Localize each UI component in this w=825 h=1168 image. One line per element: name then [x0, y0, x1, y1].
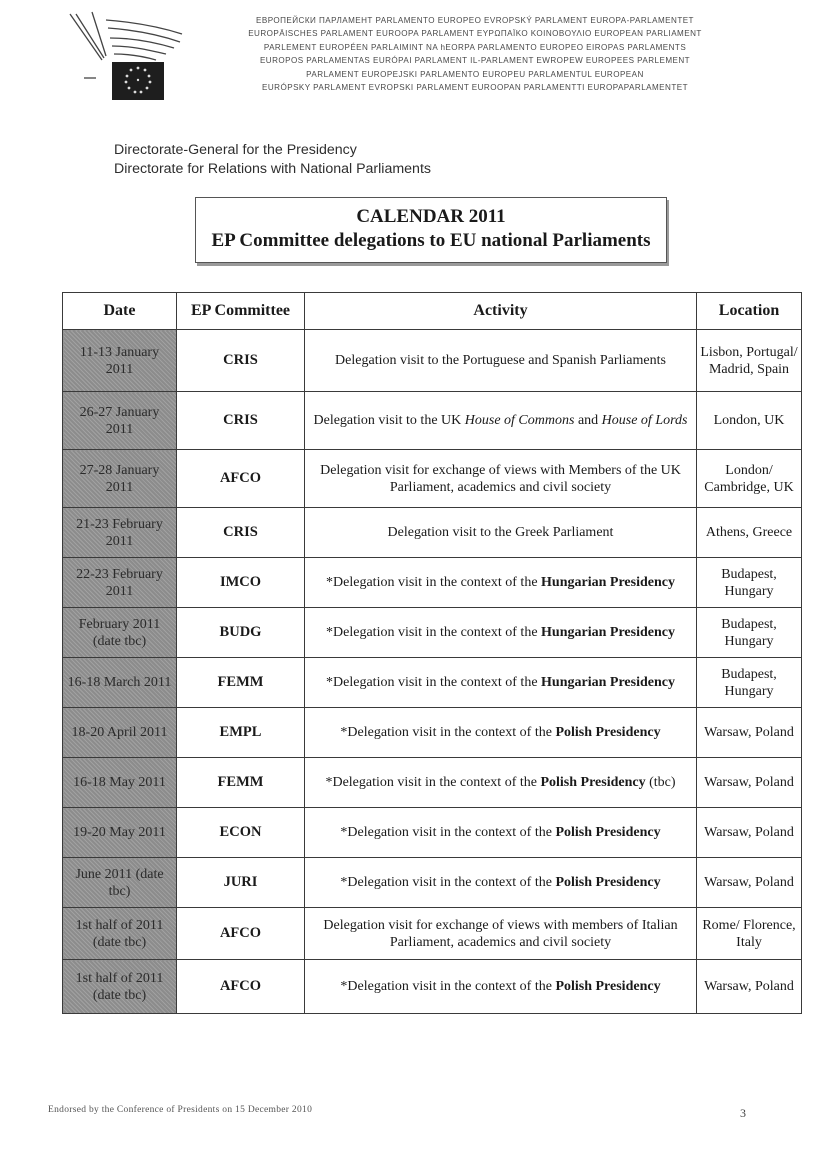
activity-text: *Delegation visit in the context of the [340, 825, 556, 840]
title-box [195, 197, 667, 263]
activity-text: Delegation visit to the UK [313, 413, 465, 428]
activity-text: Delegation visit to the Greek Parliament [387, 525, 614, 540]
table-row [63, 708, 802, 758]
table-row [63, 330, 802, 392]
activity-text: (tbc) [645, 775, 676, 790]
activity-text: Hungarian Presidency [541, 625, 675, 640]
cell-location: Warsaw, Poland [697, 708, 802, 758]
table-row [63, 758, 802, 808]
activity-text: *Delegation visit in the context of the [340, 979, 556, 994]
parliament-names-line: EUROPÄISCHES PARLAMENT EUROOPA PARLAMENT ΕΥΡΩΠΑΪΚΟ ΚΟΙΝΟΒΟΥΛΙΟ EUROPEAN PARLIAMENT [248, 29, 702, 39]
activity-text: Polish Presidency [540, 775, 646, 790]
cell-activity [305, 558, 697, 608]
activity-text: House of Commons [464, 413, 575, 428]
table-header-row [63, 293, 802, 330]
activity-text: Polish Presidency [555, 725, 661, 740]
cell-committee: FEMM [177, 758, 305, 808]
activity-text: *Delegation visit in the context of the [326, 575, 542, 590]
cell-activity [305, 758, 697, 808]
document-subtitle: EP Committee delegations to EU national Parliaments [211, 230, 651, 251]
cell-committee: FEMM [177, 658, 305, 708]
cell-committee: CRIS [177, 508, 305, 558]
cell-activity [305, 330, 697, 392]
cell-activity [305, 858, 697, 908]
header-committee: EP Committee [177, 293, 305, 330]
cell-date: June 2011 (date tbc) [63, 858, 177, 908]
cell-date: February 2011 (date tbc) [63, 608, 177, 658]
cell-activity [305, 392, 697, 450]
table-row [63, 558, 802, 608]
activity-text: *Delegation visit in the context of the [326, 625, 542, 640]
cell-location: Rome/ Florence, Italy [697, 908, 802, 960]
activity-text: Polish Presidency [555, 875, 661, 890]
directorate-relations: Directorate for Relations with National Parliaments [114, 161, 431, 177]
cell-committee: JURI [177, 858, 305, 908]
european-parliament-logo [62, 8, 222, 100]
cell-date: 26-27 January 2011 [63, 392, 177, 450]
cell-date: 22-23 February 2011 [63, 558, 177, 608]
parliament-names-line: PARLAMENT EUROPEJSKI PARLAMENTO EUROPEU PARLAMENTUL EUROPEAN [306, 69, 644, 79]
cell-activity [305, 708, 697, 758]
cell-location: Budapest, Hungary [697, 658, 802, 708]
parliament-names-line: EUROPOS PARLAMENTAS EURÓPAI PARLAMENT IL-PARLAMENT EWROPEW EUROPEES PARLEMENT [259, 56, 691, 66]
document-title: CALENDAR 2011 [356, 206, 506, 227]
parliament-names-line: PARLEMENT EUROPÉEN PARLAIMINT NA hEORPA PARLAMENTO EUROPEO EIROPAS PARLAMENTS [263, 42, 687, 52]
activity-text: Polish Presidency [555, 825, 661, 840]
table-row [63, 658, 802, 708]
cell-committee: ECON [177, 808, 305, 858]
cell-date: 16-18 March 2011 [63, 658, 177, 708]
cell-committee: CRIS [177, 330, 305, 392]
cell-activity [305, 608, 697, 658]
parliament-names [205, 14, 745, 94]
cell-committee: CRIS [177, 392, 305, 450]
table-row [63, 608, 802, 658]
table-row [63, 858, 802, 908]
header-date: Date [63, 293, 177, 330]
directorate-general: Directorate-General for the Presidency [114, 142, 357, 158]
cell-location: London, UK [697, 392, 802, 450]
parliament-names-line: EURÓPSKY PARLAMENT EVROPSKI PARLAMENT EUROOPAN PARLAMENTTI EUROPAPARLAMENTET [262, 82, 688, 92]
cell-activity [305, 508, 697, 558]
cell-date: 18-20 April 2011 [63, 708, 177, 758]
cell-location: Warsaw, Poland [697, 960, 802, 1014]
cell-date: 16-18 May 2011 [63, 758, 177, 808]
cell-date: 1st half of 2011 (date tbc) [63, 960, 177, 1014]
activity-text: *Delegation visit in the context of the [326, 675, 542, 690]
cell-committee: AFCO [177, 908, 305, 960]
cell-date: 19-20 May 2011 [63, 808, 177, 858]
header-location: Location [697, 293, 802, 330]
cell-activity [305, 960, 697, 1014]
activity-text: *Delegation visit in the context of the [325, 775, 541, 790]
cell-activity [305, 808, 697, 858]
cell-location: Warsaw, Poland [697, 808, 802, 858]
cell-date: 21-23 February 2011 [63, 508, 177, 558]
activity-text: *Delegation visit in the context of the [340, 725, 556, 740]
activity-text: Delegation visit for exchange of views with members of Italian Parliament, academics and civil society [323, 917, 678, 950]
table-row [63, 508, 802, 558]
activity-text: Hungarian Presidency [541, 675, 675, 690]
cell-activity [305, 908, 697, 960]
cell-location: Budapest, Hungary [697, 558, 802, 608]
table-row [63, 392, 802, 450]
cell-date: 27-28 January 2011 [63, 450, 177, 508]
activity-text: and [574, 413, 602, 428]
header-activity: Activity [305, 293, 697, 330]
cell-location: Warsaw, Poland [697, 858, 802, 908]
activity-text: Polish Presidency [555, 979, 661, 994]
activity-text: Delegation visit for exchange of views with Members of the UK Parliament, academics and civil society [320, 462, 681, 495]
activity-text: Delegation visit to the Portuguese and Spanish Parliaments [335, 353, 666, 368]
cell-location: Lisbon, Portugal/ Madrid, Spain [697, 330, 802, 392]
activity-text: House of Lords [601, 413, 688, 428]
cell-location: Athens, Greece [697, 508, 802, 558]
table-row [63, 908, 802, 960]
cell-committee: AFCO [177, 960, 305, 1014]
cell-date: 1st half of 2011 (date tbc) [63, 908, 177, 960]
cell-activity [305, 450, 697, 508]
cell-committee: IMCO [177, 558, 305, 608]
cell-location: London/ Cambridge, UK [697, 450, 802, 508]
table-row [63, 808, 802, 858]
activity-text: Hungarian Presidency [541, 575, 675, 590]
directorate-block [114, 141, 431, 179]
table-row [63, 960, 802, 1014]
calendar-body [63, 330, 802, 1014]
cell-committee: BUDG [177, 608, 305, 658]
cell-location: Budapest, Hungary [697, 608, 802, 658]
cell-committee: AFCO [177, 450, 305, 508]
page-number: 3 [740, 1106, 746, 1120]
table-row [63, 450, 802, 508]
cell-activity [305, 658, 697, 708]
calendar-table [62, 292, 802, 1014]
activity-text: *Delegation visit in the context of the [340, 875, 556, 890]
cell-committee: EMPL [177, 708, 305, 758]
cell-date: 11-13 January 2011 [63, 330, 177, 392]
parliament-names-line: ЕВРОПЕЙСКИ ПАРЛАМЕНТ PARLAMENTO EUROPEO EVROPSKÝ PARLAMENT EUROPA-PARLAMENTET [256, 16, 694, 25]
cell-location: Warsaw, Poland [697, 758, 802, 808]
endorsement-note: Endorsed by the Conference of Presidents on 15 December 2010 [48, 1105, 313, 1115]
